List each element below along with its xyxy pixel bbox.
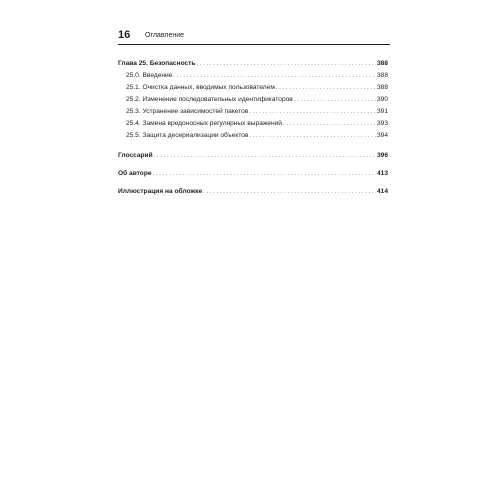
toc-entry-25-2[interactable]	[126, 96, 388, 104]
toc-entry-title: 25.5. Защита десериализации объектов	[126, 132, 249, 139]
toc-entry-page: 393	[376, 120, 388, 127]
toc-entry-title: 25.4. Замена вредоносных регулярных выражений	[126, 120, 282, 127]
toc-entry-page: 388	[376, 60, 388, 67]
toc-entry-title: 25.2. Изменение последовательных идентификаторов	[126, 96, 293, 103]
toc-leader-dots	[196, 60, 376, 68]
toc-entry-page: 388	[376, 72, 388, 79]
toc-entry-glossary[interactable]	[118, 152, 388, 160]
toc-leader-dots	[294, 96, 376, 104]
page-header	[118, 28, 390, 45]
toc-entry-about-author[interactable]	[118, 170, 388, 178]
toc-entry-page: 413	[376, 170, 388, 177]
toc-entry-page: 391	[376, 108, 388, 115]
toc-entry-25-3[interactable]	[126, 108, 388, 116]
toc-leader-dots	[203, 188, 376, 196]
toc-entry-25-0[interactable]	[126, 72, 388, 80]
toc-entry-title: 25.1. Очистка данных, вводимых пользователем	[126, 84, 275, 91]
running-title: Оглавление	[145, 32, 185, 39]
toc-entry-page: 396	[376, 152, 388, 159]
toc-entry-title: Иллюстрация на обложке	[118, 188, 203, 195]
toc-entry-page: 414	[376, 188, 388, 195]
toc-entry-25-5[interactable]	[126, 132, 388, 140]
toc-entry-25-4[interactable]	[126, 120, 388, 128]
toc-entry-page: 390	[376, 96, 388, 103]
toc-entry-title: Глава 25. Безопасность	[118, 60, 196, 67]
toc-leader-dots	[249, 108, 376, 116]
toc-leader-dots	[283, 120, 376, 128]
toc-entry-title: 25.0. Введение	[126, 72, 173, 79]
toc-entry-title: 25.3. Устранение зависимостей пакетов	[126, 108, 249, 115]
toc-entry-page: 388	[376, 84, 388, 91]
toc-entry-chapter-25[interactable]	[118, 60, 388, 68]
toc-entry-25-1[interactable]	[126, 84, 388, 92]
toc-entry-title: Об авторе	[118, 170, 152, 177]
toc-leader-dots	[249, 132, 376, 140]
page-number: 16	[118, 29, 131, 41]
toc-leader-dots	[276, 84, 376, 92]
toc-leader-dots	[173, 72, 376, 80]
toc-entry-title: Глоссарий	[118, 152, 153, 159]
toc-entry-page: 394	[376, 132, 388, 139]
toc-entry-cover-illustration[interactable]	[118, 188, 388, 196]
toc-leader-dots	[154, 152, 376, 160]
toc-leader-dots	[153, 170, 376, 178]
